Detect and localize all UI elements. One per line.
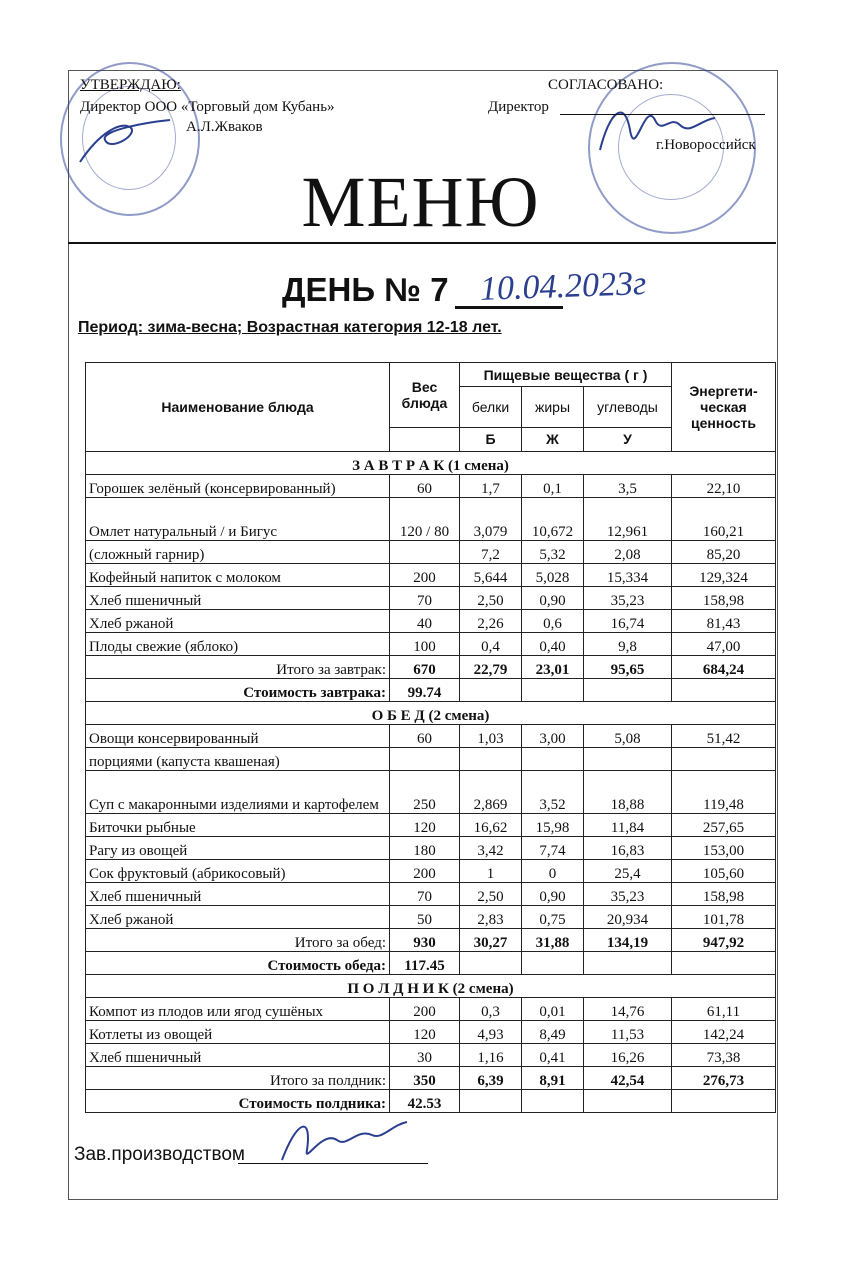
table-row <box>86 498 776 541</box>
section-row-lunch <box>86 702 776 725</box>
cell-e: 101,78 <box>672 906 776 929</box>
cost-blank <box>584 952 672 975</box>
total-p: 30,27 <box>460 929 522 952</box>
cell-p: 3,42 <box>460 837 522 860</box>
cell-w: 200 <box>390 564 460 587</box>
cell-w: 60 <box>390 725 460 748</box>
table-row <box>86 748 776 771</box>
table-row <box>86 814 776 837</box>
cell-e: 119,48 <box>672 771 776 814</box>
total-c: 42,54 <box>584 1067 672 1090</box>
cell-name: Компот из плодов или ягод сушёных <box>86 998 390 1021</box>
cell-w: 30 <box>390 1044 460 1067</box>
title-rule <box>68 242 776 244</box>
day-date: 10.04.2023г <box>479 265 647 308</box>
cell-c: 16,74 <box>584 610 672 633</box>
cell-p: 3,079 <box>460 498 522 541</box>
cell-e: 158,98 <box>672 883 776 906</box>
cost-value: 99.74 <box>390 679 460 702</box>
cell-w: 120 <box>390 1021 460 1044</box>
total-c: 134,19 <box>584 929 672 952</box>
cost-blank <box>460 679 522 702</box>
cell-name: Хлеб ржаной <box>86 610 390 633</box>
cell-w <box>390 748 460 771</box>
cell-e: 22,10 <box>672 475 776 498</box>
cell-p: 0,3 <box>460 998 522 1021</box>
cell-name: Котлеты из овощей <box>86 1021 390 1044</box>
table-row <box>86 771 776 814</box>
cell-p: 16,62 <box>460 814 522 837</box>
header-name: Наименование блюда <box>86 363 390 452</box>
agreed-position: Директор <box>488 99 549 115</box>
cell-name: Овощи консервированный <box>86 725 390 748</box>
cell-f: 15,98 <box>522 814 584 837</box>
section-title-snack: П О Л Д Н И К (2 смена) <box>86 975 776 998</box>
cell-w: 120 <box>390 814 460 837</box>
cell-c: 15,334 <box>584 564 672 587</box>
cell-p: 1,16 <box>460 1044 522 1067</box>
cell-f: 8,49 <box>522 1021 584 1044</box>
table-row <box>86 564 776 587</box>
header-weight: Вес блюда <box>390 363 460 428</box>
cell-e: 129,324 <box>672 564 776 587</box>
footer-signature <box>262 1110 412 1170</box>
cell-w: 60 <box>390 475 460 498</box>
cell-p: 2,50 <box>460 883 522 906</box>
total-c: 95,65 <box>584 656 672 679</box>
cell-e: 85,20 <box>672 541 776 564</box>
day-label: ДЕНЬ № 7 <box>282 271 449 308</box>
total-label: Итого за завтрак: <box>86 656 390 679</box>
cell-p <box>460 748 522 771</box>
section-title-lunch: О Б Е Д (2 смена) <box>86 702 776 725</box>
section-title-breakfast: З А В Т Р А К (1 смена) <box>86 452 776 475</box>
cell-c: 35,23 <box>584 883 672 906</box>
cost-blank <box>522 1090 584 1113</box>
header-nutrients: Пищевые вещества ( г ) <box>460 363 672 387</box>
header-carbs-abbr: У <box>584 427 672 451</box>
total-w: 930 <box>390 929 460 952</box>
cell-e: 81,43 <box>672 610 776 633</box>
table-row <box>86 610 776 633</box>
total-row-breakfast <box>86 656 776 679</box>
total-w: 670 <box>390 656 460 679</box>
cell-c <box>584 748 672 771</box>
agreed-title: СОГЛАСОВАНО: <box>548 77 664 93</box>
cell-c: 11,84 <box>584 814 672 837</box>
cost-row-snack <box>86 1090 776 1113</box>
table-row <box>86 860 776 883</box>
header-fat-abbr: Ж <box>522 427 584 451</box>
total-p: 6,39 <box>460 1067 522 1090</box>
cell-w: 120 / 80 <box>390 498 460 541</box>
cell-w: 200 <box>390 998 460 1021</box>
cell-c: 5,08 <box>584 725 672 748</box>
table-row <box>86 587 776 610</box>
table-row <box>86 541 776 564</box>
cell-e: 105,60 <box>672 860 776 883</box>
agreed-city: г.Новороссийск <box>656 137 756 153</box>
cell-name: Плоды свежие (яблоко) <box>86 633 390 656</box>
cost-blank <box>460 1090 522 1113</box>
cell-p: 2,26 <box>460 610 522 633</box>
table-row <box>86 1021 776 1044</box>
total-e: 276,73 <box>672 1067 776 1090</box>
header-fat: жиры <box>522 387 584 427</box>
cell-f: 0,01 <box>522 998 584 1021</box>
header-carbs: углеводы <box>584 387 672 427</box>
cell-c: 16,83 <box>584 837 672 860</box>
cell-e: 73,38 <box>672 1044 776 1067</box>
total-w: 350 <box>390 1067 460 1090</box>
cost-value: 42.53 <box>390 1090 460 1113</box>
cell-p: 2,869 <box>460 771 522 814</box>
table-row <box>86 475 776 498</box>
cell-e: 160,21 <box>672 498 776 541</box>
cell-name: Суп с макаронными изделиями и картофелем <box>86 771 390 814</box>
cost-blank <box>522 679 584 702</box>
approval-title: УТВЕРЖДАЮ: <box>80 77 181 93</box>
cell-e: 257,65 <box>672 814 776 837</box>
cell-w: 70 <box>390 587 460 610</box>
cell-c: 9,8 <box>584 633 672 656</box>
cell-p: 1,03 <box>460 725 522 748</box>
cell-f: 10,672 <box>522 498 584 541</box>
total-row-snack <box>86 1067 776 1090</box>
cost-label: Стоимость полдника: <box>86 1090 390 1113</box>
cell-f: 0,6 <box>522 610 584 633</box>
approval-position: Директор ООО «Торговый дом Кубань» <box>80 99 335 115</box>
cell-f: 0,90 <box>522 883 584 906</box>
cell-name: (сложный гарнир) <box>86 541 390 564</box>
table-row <box>86 906 776 929</box>
cell-c: 25,4 <box>584 860 672 883</box>
cell-e: 51,42 <box>672 725 776 748</box>
cost-blank <box>672 1090 776 1113</box>
cell-p: 1,7 <box>460 475 522 498</box>
cost-blank <box>672 952 776 975</box>
footer-label: Зав.производством <box>74 1144 245 1165</box>
table-row <box>86 725 776 748</box>
cell-name: Сок фруктовый (абрикосовый) <box>86 860 390 883</box>
cell-w: 250 <box>390 771 460 814</box>
table-row <box>86 633 776 656</box>
cell-w: 40 <box>390 610 460 633</box>
cell-p: 2,83 <box>460 906 522 929</box>
cell-name: Горошек зелёный (консервированный) <box>86 475 390 498</box>
cell-name: Хлеб пшеничный <box>86 883 390 906</box>
total-label: Итого за обед: <box>86 929 390 952</box>
cell-name: Омлет натуральный / и Бигус <box>86 498 390 541</box>
cost-blank <box>584 679 672 702</box>
header-protein: белки <box>460 387 522 427</box>
cell-e: 61,11 <box>672 998 776 1021</box>
cell-f: 0,90 <box>522 587 584 610</box>
cell-c: 16,26 <box>584 1044 672 1067</box>
cell-name: Рагу из овощей <box>86 837 390 860</box>
approval-name: А.Л.Жваков <box>186 119 263 135</box>
cell-w <box>390 541 460 564</box>
cell-name: Хлеб пшеничный <box>86 1044 390 1067</box>
cell-f: 5,32 <box>522 541 584 564</box>
total-e: 684,24 <box>672 656 776 679</box>
cell-name: порциями (капуста квашеная) <box>86 748 390 771</box>
cost-blank <box>672 679 776 702</box>
table-row <box>86 837 776 860</box>
cell-p: 5,644 <box>460 564 522 587</box>
cell-c: 14,76 <box>584 998 672 1021</box>
cost-blank <box>460 952 522 975</box>
total-label: Итого за полдник: <box>86 1067 390 1090</box>
cost-label: Стоимость обеда: <box>86 952 390 975</box>
cell-p: 4,93 <box>460 1021 522 1044</box>
cell-f: 5,028 <box>522 564 584 587</box>
cell-e <box>672 748 776 771</box>
cell-f: 0,41 <box>522 1044 584 1067</box>
total-e: 947,92 <box>672 929 776 952</box>
cell-f <box>522 748 584 771</box>
total-p: 22,79 <box>460 656 522 679</box>
cell-f: 0 <box>522 860 584 883</box>
cell-f: 3,52 <box>522 771 584 814</box>
cell-c: 2,08 <box>584 541 672 564</box>
table-row <box>86 998 776 1021</box>
cell-f: 7,74 <box>522 837 584 860</box>
cost-label: Стоимость завтрака: <box>86 679 390 702</box>
agreed-signature-line <box>560 114 765 115</box>
header-weight-blank <box>390 427 460 451</box>
cell-e: 153,00 <box>672 837 776 860</box>
cell-e: 142,24 <box>672 1021 776 1044</box>
total-f: 8,91 <box>522 1067 584 1090</box>
cell-name: Хлеб ржаной <box>86 906 390 929</box>
cell-c: 12,961 <box>584 498 672 541</box>
cell-w: 200 <box>390 860 460 883</box>
cost-value: 117.45 <box>390 952 460 975</box>
cost-blank <box>584 1090 672 1113</box>
right-signature <box>590 90 720 170</box>
cell-e: 47,00 <box>672 633 776 656</box>
period-line: Период: зима-весна; Возрастная категория 12-18 лет. <box>78 319 502 336</box>
cell-c: 3,5 <box>584 475 672 498</box>
cell-p: 2,50 <box>460 587 522 610</box>
menu-table <box>85 362 776 1113</box>
cell-w: 70 <box>390 883 460 906</box>
cell-f: 3,00 <box>522 725 584 748</box>
cell-f: 0,1 <box>522 475 584 498</box>
total-row-lunch <box>86 929 776 952</box>
table-row <box>86 883 776 906</box>
cell-e: 158,98 <box>672 587 776 610</box>
cell-p: 1 <box>460 860 522 883</box>
cell-c: 35,23 <box>584 587 672 610</box>
header-energy: Энергети-ческая ценность <box>672 363 776 452</box>
table-row <box>86 1044 776 1067</box>
section-row-breakfast <box>86 452 776 475</box>
section-row-snack <box>86 975 776 998</box>
cell-w: 100 <box>390 633 460 656</box>
cell-name: Кофейный напиток с молоком <box>86 564 390 587</box>
cell-w: 180 <box>390 837 460 860</box>
cell-c: 20,934 <box>584 906 672 929</box>
cost-blank <box>522 952 584 975</box>
cell-name: Биточки рыбные <box>86 814 390 837</box>
header-protein-abbr: Б <box>460 427 522 451</box>
cell-p: 0,4 <box>460 633 522 656</box>
total-f: 23,01 <box>522 656 584 679</box>
cell-w: 50 <box>390 906 460 929</box>
total-f: 31,88 <box>522 929 584 952</box>
cost-row-lunch <box>86 952 776 975</box>
cell-c: 11,53 <box>584 1021 672 1044</box>
cost-row-breakfast <box>86 679 776 702</box>
cell-c: 18,88 <box>584 771 672 814</box>
cell-f: 0,40 <box>522 633 584 656</box>
cell-f: 0,75 <box>522 906 584 929</box>
cell-p: 7,2 <box>460 541 522 564</box>
page-title: МЕНЮ <box>301 162 540 242</box>
cell-name: Хлеб пшеничный <box>86 587 390 610</box>
